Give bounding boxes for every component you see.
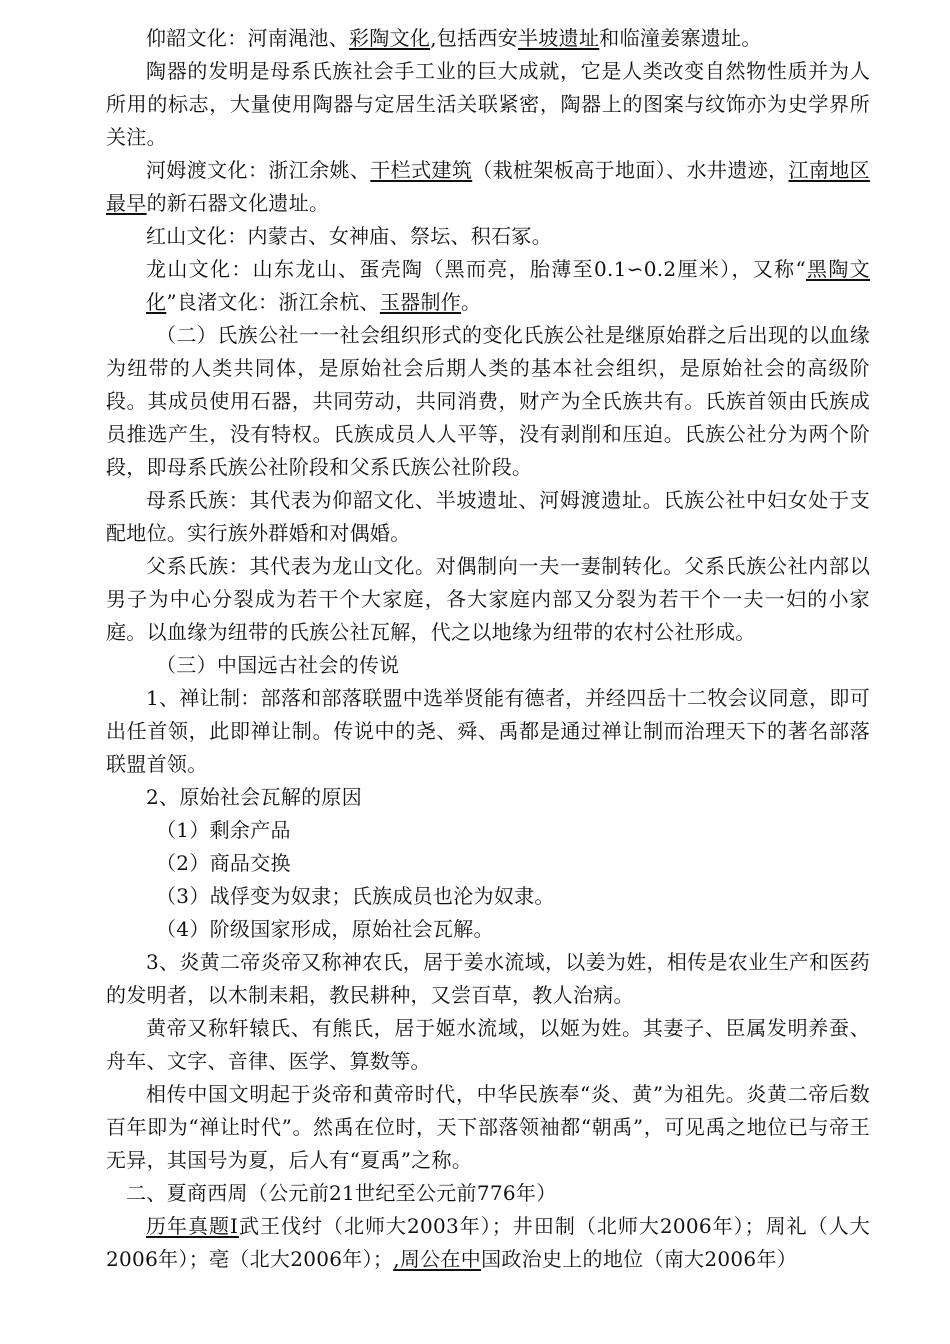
underlined-term: 干栏式建筑 — [370, 158, 473, 182]
underlined-term: 半坡遗址 — [518, 26, 600, 50]
text-segment: 二、夏商西周（公元前21世纪至公元前776年） — [126, 1181, 557, 1205]
heading-xia-shang-zhou — [106, 1177, 870, 1210]
para-clan-commune — [106, 319, 870, 484]
text-segment: 。 — [461, 290, 482, 314]
text-segment: 国政治史上的地位（南大2006年） — [481, 1247, 798, 1271]
para-civilization — [106, 1078, 870, 1177]
text-segment: （4）阶级国家形成，原始社会瓦解。 — [156, 917, 494, 941]
text-segment: （栽桩架板高于地面）、水井遗迹， — [472, 158, 789, 182]
underlined-term: 历年真题Ⅰ — [146, 1214, 239, 1238]
para-abdication — [106, 682, 870, 781]
list-item-2 — [106, 847, 870, 880]
underlined-term: 彩陶文化 — [349, 26, 431, 50]
text-segment: 1、禅让制：部落和部落联盟中选举贤能有德者，并经四岳十二牧会议同意，即可出任首领，此即禅让制。传说中的尧、舜、禹都是通过禅让制而治理天下的著名部落联盟首领。 — [106, 686, 870, 776]
text-segment: 和临潼姜寨遗址。 — [599, 26, 762, 50]
list-item-3 — [106, 880, 870, 913]
text-segment: 武王伐纣（北师大2003年）；井田制（北师大2006年）；周礼（人大2006年）；亳（北大2006年）； — [106, 1214, 870, 1271]
underlined-term: ,周公在中 — [393, 1247, 482, 1271]
text-segment: 红山文化：内蒙古、女神庙、祭坛、积石冢。 — [146, 224, 552, 248]
heading-collapse-reasons — [106, 781, 870, 814]
text-segment: 龙山文化：山东龙山、蛋壳陶（黑而亮，胎薄至0.1∽0.2厘米），又称“ — [146, 257, 806, 281]
para-patrilineal — [106, 550, 870, 649]
text-segment: 父系氏族：其代表为龙山文化。对偶制向一夫一妻制转化。父系氏族公社内部以男子为中心分裂成为若干个大家庭，各大家庭内部又分裂为若干个一夫一妇的小家庭。以血缘为纽带的氏族公社瓦解，代之以地缘为纽带的农村公社形成。 — [106, 554, 870, 644]
text-segment: ,包括西安 — [430, 26, 519, 50]
text-segment: （3）战俘变为奴隶；氏族成员也沦为奴隶。 — [156, 884, 555, 908]
text-segment: （2）商品交换 — [156, 851, 291, 875]
underlined-term: 江南地区最早 — [106, 158, 870, 215]
text-segment: 黄帝又称轩辕氏、有熊氏，居于姬水流域，以姬为姓。其妻子、臣属发明养蚕、舟车、文字、音律、医学、算数等。 — [106, 1016, 870, 1073]
para-yangshao — [106, 22, 870, 55]
text-segment: 河姆渡文化：浙江余姚、 — [146, 158, 371, 182]
list-item-4 — [106, 913, 870, 946]
text-segment: 3、炎黄二帝炎帝又称神农氏，居于姜水流域，以姜为姓，相传是农业生产和医药的发明者，以木制耒耜，教民耕种，又尝百草，教人治病。 — [106, 950, 870, 1007]
para-pottery — [106, 55, 870, 154]
text-segment: 母系氏族：其代表为仰韶文化、半坡遗址、河姆渡遗址。氏族公社中妇女处于支配地位。实行族外群婚和对偶婚。 — [106, 488, 870, 545]
document-page — [106, 22, 870, 1276]
underlined-term: 黑陶文化 — [146, 257, 870, 314]
text-segment: （二）氏族公社一一社会组织形式的变化氏族公社是继原始群之后出现的以血缘为纽带的人类共同体，是原始社会后期人类的基本社会组织，是原始社会的高级阶段。其成员使用石器，共同劳动，共同消费，财产为全氏族共有。氏族首领由氏族成员推选产生，没有特权。氏族成员人人平等，没有剥削和压迫。氏族公社分为两个阶段，即母系氏族公社阶段和父系氏族公社阶段。 — [106, 323, 870, 479]
heading-legends — [106, 649, 870, 682]
text-segment: （三）中国远古社会的传说 — [156, 653, 400, 677]
para-exam-questions — [106, 1210, 870, 1276]
list-item-1 — [106, 814, 870, 847]
para-matrilineal — [106, 484, 870, 550]
underlined-term: 玉器制作 — [379, 290, 462, 314]
text-segment: 相传中国文明起于炎帝和黄帝时代，中华民族奉“炎、黄”为祖先。炎黄二帝后数百年即为“禅让时代”。然禹在位时，天下部落领袖都“朝禹”，可见禹之地位已与帝王无异，其国号为夏，后人有“夏禹”之称。 — [106, 1082, 870, 1172]
para-huangdi — [106, 1012, 870, 1078]
text-segment: ”良渚文化：浙江余杭、 — [166, 290, 380, 314]
text-segment: （1）剩余产品 — [156, 818, 291, 842]
text-segment: 仰韶文化：河南渑池、 — [146, 26, 349, 50]
text-segment: 2、原始社会瓦解的原因 — [146, 785, 363, 809]
para-yan-huang — [106, 946, 870, 1012]
text-segment: 的新石器文化遗址。 — [146, 191, 330, 215]
para-hongshan — [106, 220, 870, 253]
text-segment: 陶器的发明是母系氏族社会手工业的巨大成就，它是人类改变自然物性质并为人所用的标志，大量使用陶器与定居生活关联紧密，陶器上的图案与纹饰亦为史学界所关注。 — [106, 59, 870, 149]
para-longshan — [106, 253, 870, 319]
para-hemudu — [106, 154, 870, 220]
